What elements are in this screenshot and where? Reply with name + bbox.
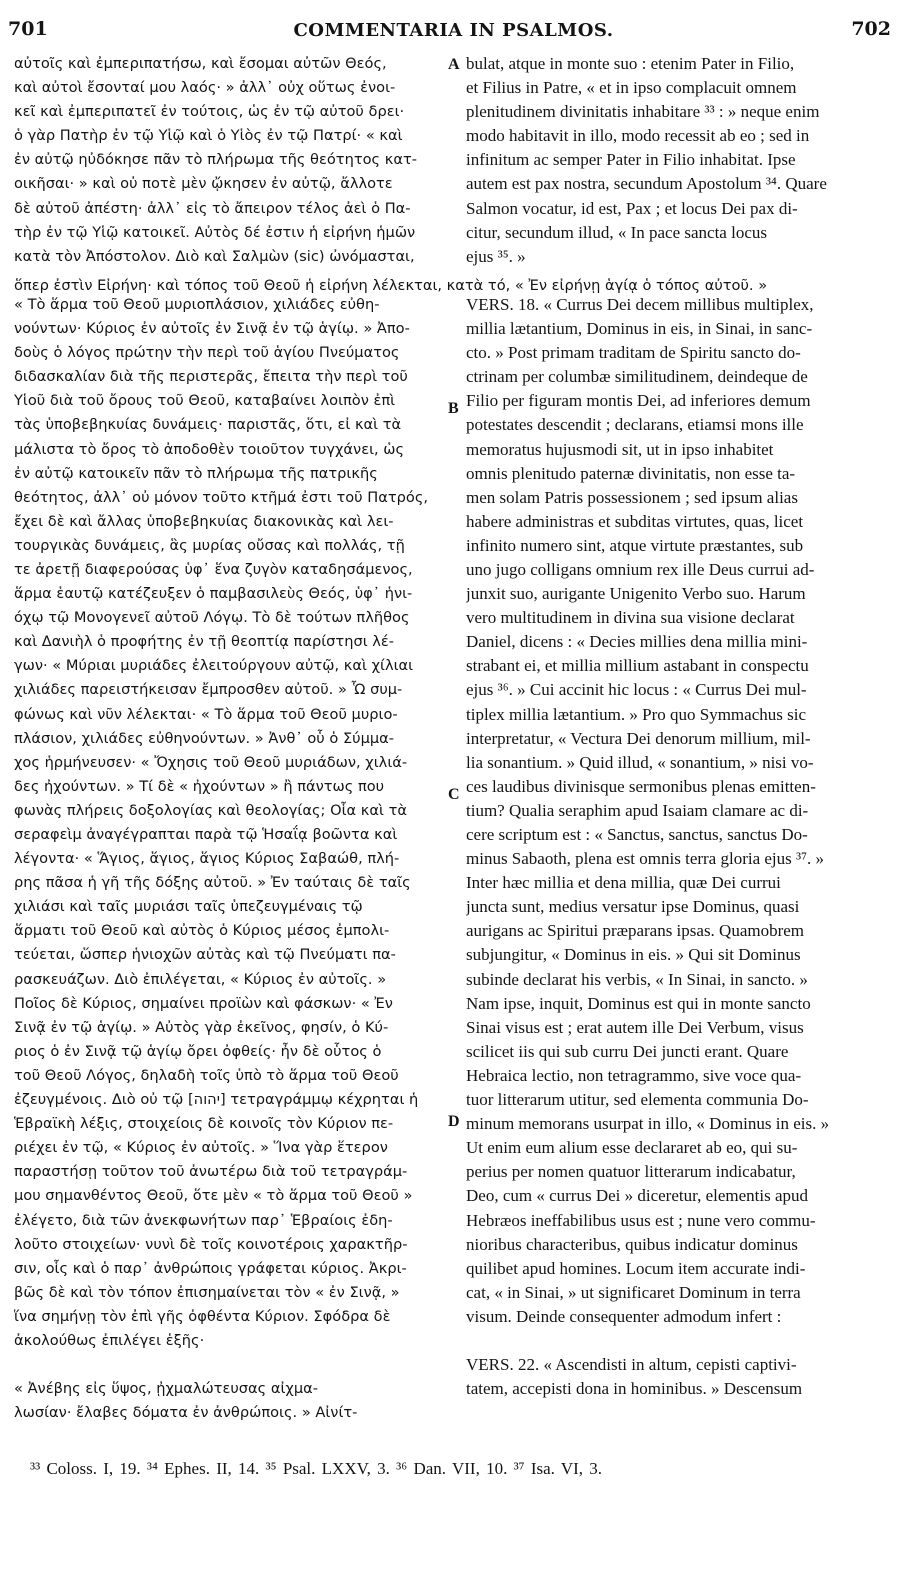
- latin-line-22: tium? Qualia seraphim apud Isaiam clamare ac di-: [466, 800, 809, 820]
- greek-line-top-8: τὴρ ἐν τῷ Υἱῷ κατοικεῖ. Αὐτὸς δέ ἐστιν ἡ εἰρήνη ἡμῶν: [14, 223, 416, 241]
- greek-line-top-7: δὲ αὐτοῦ ἀπέστη· ἀλλ᾽ εἰς τὸ ἄπειρον τέλος ἀεὶ ὁ Πα-: [14, 199, 411, 217]
- section-marker-a: A: [448, 56, 460, 73]
- greek-line-8: ἐν αὐτῷ κατοικεῖν πᾶν τὸ πλήρωμα τῆς πατρικῆς: [14, 464, 378, 482]
- latin-line-30: Nam ipse, inquit, Dominus est qui in monte sancto: [466, 993, 811, 1013]
- latin-line-20: lia sonantium. » Quid illud, « sonantium, » nisi vo-: [466, 752, 814, 772]
- greek-line-16: γων· « Μύριαι μυριάδες ἐλειτούργουν αὐτῷ, καὶ χίλιαι: [14, 657, 414, 675]
- greek-line-43: ἵνα σημήνῃ τὸν ἐπὶ γῆς ὀφθέντα Κύριον. Σφόδρα δὲ: [14, 1307, 391, 1325]
- latin-line-41: quilibet apud homines. Locum item accurate indi-: [466, 1258, 806, 1278]
- latin-line-37: perius per nomen quatuor litterarum indicabatur,: [466, 1162, 796, 1182]
- greek-line-28: τεύεται, ὥσπερ ἡνιοχῶν αὐτὰς καὶ τῷ Πνεύματι πα-: [14, 946, 396, 964]
- greek-line-9: θεότητος, ἀλλ᾽ οὐ μόνον τοῦτο κτῆμά ἐστι τοῦ Πατρός,: [14, 488, 429, 506]
- greek-line-2: νούντων· Κύριος ἐν αὐτοῖς ἐν Σινᾷ ἐν τῷ ἁγίῳ. » Ἀπο-: [14, 320, 410, 338]
- greek-spanning-line: ὅπερ ἐστὶν Εἰρήνη· καὶ τόπος τοῦ Θεοῦ ἡ εἰρήνη λέλεκται, κατὰ τό, « Ἐν εἰρήνῃ ἁγίᾳ ὁ τόπος αὐτοῦ. »: [14, 277, 768, 294]
- greek-line-41: σιν, οἷς καὶ ὁ παρ᾽ ἀνθρώποις γράφεται κύριος. Ἀκρι-: [14, 1259, 407, 1277]
- greek-line-3: δοὺς ὁ λόγος πρώτην τὴν περὶ τοῦ ἁγίου Πνεύματος: [14, 344, 400, 362]
- greek-line-4: διδασκαλίαν διὰ τῆς περιστερᾶς, ἔπειτα τὴν περὶ τοῦ: [14, 368, 408, 386]
- greek-line-19: πλάσιον, χιλιάδες εὐθηνούντων. » Ἀνθ᾽ οὗ ὁ Σύμμα-: [14, 729, 395, 747]
- latin-line-top-2: et Filius in Patre, « et in ipso complacuit omnem: [466, 78, 797, 98]
- greek-line-18: φώνως καὶ νῦν λέλεκται· « Τὸ ἅρμα τοῦ Θεοῦ μυριο-: [14, 705, 398, 723]
- section-marker-d: D: [448, 1113, 460, 1130]
- line-gap: [466, 269, 882, 293]
- greek-line-29: ρασκευάζων. Διὸ ἐπιλέγεται, « Κύριος ἐν αὐτοῖς. »: [14, 970, 387, 988]
- latin-line-16: strabant ei, et millia millium astabant in conspectu: [466, 656, 809, 676]
- greek-line-top-6: οικῆσαι· » καὶ οὐ ποτὲ μὲν ᾤκησεν ἐν αὐτῷ, ἄλλοτε: [14, 175, 393, 193]
- greek-line-26: χιλιάσι καὶ ταῖς μυριάσι ταῖς ὑπεζευγμέναις τῷ: [14, 898, 363, 916]
- latin-line-5: Filio per figuram montis Dei, ad inferiores demum: [466, 391, 811, 411]
- latin-line-7: memoratus hujusmodi sit, ut in ipso inhabitet: [466, 439, 774, 459]
- latin-line-top-4: modo habitavit in illo, modo recessit ab eo ; sed in: [466, 126, 810, 146]
- latin-line-28: subjungitur, « Dominus in eis. » Qui sit Dominus: [466, 945, 801, 965]
- greek-line-32: ριος ὁ ἐν Σινᾷ τῷ ἁγίῳ ὄρει ὀφθείς· ἦν δὲ οὗτος ὁ: [14, 1042, 382, 1060]
- latin-line-43: visum. Deinde consequenter admodum infert :: [466, 1306, 782, 1326]
- latin-line-21: ces laudibus divinisque sermonibus plenas emitten-: [466, 776, 816, 796]
- greek-line-1: « Τὸ ἅρμα τοῦ Θεοῦ μυριοπλάσιον, χιλιάδες εὐθη-: [14, 295, 380, 313]
- latin-column: [466, 52, 882, 1401]
- greek-column: [14, 52, 458, 1425]
- greek-line-38: μου σημανθέντος Θεοῦ, ὅτε μὲν « τὸ ἅρμα τοῦ Θεοῦ »: [14, 1187, 413, 1205]
- greek-line-25: ρης πᾶσα ἡ γῆ τῆς δόξης αὐτοῦ. » Ἐν ταύταις δὲ ταῖς: [14, 874, 411, 892]
- latin-line-39: Hebræos ineffabilibus usus est ; nune vero commu-: [466, 1210, 816, 1230]
- latin-line-36: Ut enim eum alium esse declararet ab eo, qui su-: [466, 1138, 798, 1158]
- page-number-left: 701: [8, 18, 48, 40]
- latin-line-17: ejus ³⁶. » Cui accinit hic locus : « Currus Dei mul-: [466, 680, 807, 700]
- latin-line-27: aurigans ac Spiritui præparans ipsas. Quamobrem: [466, 921, 805, 941]
- latin-line-top-5: infinitum ac semper Pater in Filio inhabitat. Ipse: [466, 150, 796, 170]
- paragraph-gap: [14, 1353, 458, 1377]
- greek-line-27: ἅρματι τοῦ Θεοῦ καὶ αὐτὸς ὁ Κύριος μέσος ἐμπολι-: [14, 922, 390, 940]
- section-marker-c: C: [448, 786, 460, 803]
- greek-line-36: ριέχει ἐν τῷ, « Κύριος ἐν αὐτοῖς. » Ἵνα γὰρ ἕτερον: [14, 1139, 388, 1157]
- latin-line-8: omnis plenitudo paternæ divinitatis, non esse ta-: [466, 463, 796, 483]
- latin-line-13: junxit suo, aurigante Unigenito Verbo suo. Harum: [466, 584, 806, 604]
- latin-line-6: potestates descendit ; declarans, etiamsi mons ille: [466, 415, 804, 435]
- greek-line-21: δες ἠχούντων. » Τί δὲ « ἠχούντων » ἢ πάντως που: [14, 777, 385, 795]
- latin-line-top-3: plenitudinem divinitatis inhabitare ³³ : » neque enim: [466, 102, 820, 122]
- latin-line-2: millia lætantium, Dominus in eis, in Sinai, in sanc-: [466, 319, 813, 339]
- greek-line-end-2: λωσίαν· ἔλαβες δόματα ἐν ἀνθρώποις. » Αἰνίτ-: [14, 1404, 358, 1422]
- greek-line-22: φωνὰς πλήρεις δοξολογίας καὶ θεολογίας; Οἷα καὶ τὰ: [14, 801, 407, 819]
- latin-line-32: scilicet iis qui sub curru Dei juncti erant. Quare: [466, 1041, 789, 1061]
- latin-line-end-2: tatem, accepisti dona in hominibus. » Descensum: [466, 1379, 803, 1399]
- latin-line-26: juncta sunt, medius versatur ipse Dominus, quasi: [466, 897, 800, 917]
- latin-line-31: Sinai visus est ; erat autem ille Dei Verbum, visus: [466, 1017, 804, 1037]
- greek-line-39: ἐλέγετο, διὰ τῶν ἀνεκφωνήτων παρ᾽ Ἑβραίοις ἐδη-: [14, 1211, 393, 1229]
- greek-line-7: μάλιστα τὸ ὄρος τὸ ἀποδοθὲν τοιοῦτον τυγχάνει, ὡς: [14, 440, 405, 458]
- latin-line-33: Hebraica lectio, non tetragrammo, sive voce qua-: [466, 1065, 802, 1085]
- greek-line-end-1: « Ἀνέβης εἰς ὕψος, ᾐχμαλώτευσας αἰχμα-: [14, 1380, 319, 1398]
- latin-line-10: habere administras et subditas virtutes, quas, licet: [466, 511, 804, 531]
- page-number-right: 702: [851, 18, 891, 40]
- greek-line-15: καὶ Δανιὴλ ὁ προφήτης ἐν τῇ θεοπτίᾳ παρίστησι λέ-: [14, 633, 395, 651]
- greek-line-11: τουργικὰς δυνάμεις, ἃς μυρίας οὔσας καὶ πολλάς, τῇ: [14, 536, 405, 554]
- latin-line-3: cto. » Post primam traditam de Spiritu sancto do-: [466, 343, 801, 363]
- footnotes: ³³ Coloss. I, 19. ³⁴ Ephes. II, 14. ³⁵ Psal. LXXV, 3. ³⁶ Dan. VII, 10. ³⁷ Isa. VI, 3.: [30, 1459, 603, 1478]
- greek-line-33: τοῦ Θεοῦ Λόγος, δηλαδὴ τοῖς ὑπὸ τὸ ἅρμα τοῦ Θεοῦ: [14, 1066, 399, 1084]
- section-marker-b: B: [448, 400, 459, 417]
- latin-line-25: Inter hæc millia et dena millia, quæ Dei currui: [466, 873, 781, 893]
- greek-line-42: βῶς δὲ καὶ τὸν τόπον ἐπισημαίνεται τὸν « ἐν Σινᾷ, »: [14, 1283, 400, 1301]
- greek-line-30: Ποῖος δὲ Κύριος, σημαίνει προϊὼν καὶ φάσκων· « Ἐν: [14, 994, 393, 1012]
- latin-line-top-6: autem est pax nostra, secundum Apostolum ³⁴. Quare: [466, 174, 827, 194]
- greek-line-5: Υἱοῦ διὰ τοῦ ὄρους τοῦ Θεοῦ, καταβαίνει λοιπὸν ἐπὶ: [14, 392, 396, 410]
- running-title: COMMENTARIA IN PSALMOS.: [293, 20, 614, 41]
- greek-line-34: ἐζευγμένοις. Διὸ οὐ τῷ [יהוה] τετραγράμμῳ κέχρηται ἡ: [14, 1091, 419, 1109]
- latin-line-top-7: Salmon vocatur, id est, Pax ; et locus Dei pax di-: [466, 198, 798, 218]
- paragraph-gap: [466, 1329, 882, 1353]
- latin-line-23: cere scriptum est : « Sanctus, sanctus, sanctus Do-: [466, 825, 808, 844]
- latin-line-1: VERS. 18. « Currus Dei decem millibus multiplex,: [466, 294, 814, 314]
- greek-line-10: ἔχει δὲ καὶ ἄλλας ὑποβεβηκυίας διακονικὰς καὶ λει-: [14, 512, 394, 530]
- greek-line-24: λέγοντα· « Ἅγιος, ἅγιος, ἅγιος Κύριος Σαβαώθ, πλή-: [14, 850, 400, 868]
- greek-line-31: Σινᾷ ἐν τῷ ἁγίῳ. » Αὐτὸς γὰρ ἐκεῖνος, φησίν, ὁ Κύ-: [14, 1018, 389, 1036]
- latin-line-35: minum memorans usurpat in illo, « Dominus in eis. »: [466, 1114, 830, 1134]
- greek-line-top-4: ὁ γὰρ Πατὴρ ἐν τῷ Υἱῷ καὶ ὁ Υἱὸς ἐν τῷ Πατρί· « καὶ: [14, 127, 403, 145]
- latin-line-34: tuor litterarum utitur, sed elementa communia Do-: [466, 1090, 809, 1110]
- latin-line-top-1: bulat, atque in monte suo : etenim Pater in Filio,: [466, 54, 795, 73]
- latin-line-top-9: ejus ³⁵. »: [466, 246, 526, 266]
- latin-line-38: Deo, cum « currus Dei » diceretur, elementis apud: [466, 1186, 809, 1206]
- greek-line-44: ἀκολούθως ἐπιλέγει ἑξῆς·: [14, 1331, 205, 1349]
- latin-line-top-8: citur, secundum illud, « In pace sancta locus: [466, 222, 767, 242]
- running-header: [0, 18, 907, 48]
- latin-line-12: uno jugo colligans omnium rex ille Deus currui ad-: [466, 559, 815, 579]
- latin-line-18: tiplex millia lætantium. » Pro quo Symmachus sic: [466, 704, 806, 724]
- latin-line-24: minus Sabaoth, plena est omnis terra gloria ejus ³⁷. »: [466, 849, 825, 869]
- latin-line-19: interpretatur, « Vectura Dei denorum millium, mil-: [466, 728, 811, 748]
- latin-line-11: infinito numero sint, atque virtute præstantes, sub: [466, 535, 804, 555]
- greek-line-20: χος ἡρμήνευσεν· « Ὄχησις τοῦ Θεοῦ μυριάδων, χιλιά-: [14, 753, 408, 771]
- greek-line-top-9: κατὰ τὸν Ἀπόστολον. Διὸ καὶ Σαλμὼν (sic) ὠνόμασται,: [14, 247, 415, 265]
- latin-line-14: vero multitudinem in divina sua visione declarat: [466, 608, 795, 628]
- greek-line-23: σεραφεὶμ ἀναγέγραπται παρὰ τῷ Ἡσαΐᾳ βοῶντα καὶ: [14, 826, 398, 843]
- greek-line-top-1: αὐτοῖς καὶ ἐμπεριπατήσω, καὶ ἔσομαι αὐτῶν Θεός,: [14, 55, 387, 72]
- latin-line-9: men solam Patris possessionem ; sed ipsum alias: [466, 487, 798, 507]
- greek-line-top-2: καὶ αὐτοὶ ἔσονταί μου λαός· » ἀλλ᾽ οὐχ οὕτως ἐνοι-: [14, 79, 396, 97]
- greek-line-6: τὰς ὑποβεβηκυίας δυνάμεις· παριστᾶς, ὅτι, εἰ καὶ τὰ: [14, 416, 402, 434]
- greek-line-37: παραστήσῃ τοῦτον τοῦ ἀνωτέρω διὰ τοῦ τετραγράμ-: [14, 1163, 408, 1181]
- latin-line-15: Daniel, dicens : « Decies millies dena millia mini-: [466, 632, 808, 652]
- greek-line-13: ἅρμα ἑαυτῷ κατέζευξεν ὁ παμβασιλεὺς Θεός, ὑφ᾽ ἡνι-: [14, 585, 413, 603]
- greek-line-35: Ἑβραϊκὴ λέξις, στοιχείοις δὲ κοινοῖς τὸν Κύριον πε-: [14, 1115, 394, 1133]
- latin-line-42: cat, « in Sinai, » ut significaret Dominum in terra: [466, 1282, 801, 1302]
- greek-line-top-5: ἐν αὐτῷ ηὐδόκησε πᾶν τὸ πλήρωμα τῆς θεότητος κατ-: [14, 151, 418, 169]
- latin-line-end-1: VERS. 22. « Ascendisti in altum, cepisti captivi-: [466, 1355, 797, 1375]
- greek-line-17: χιλιάδες παρειστήκεισαν ἔμπροσθεν αὐτοῦ. » Ὧ συμ-: [14, 681, 403, 699]
- greek-line-14: όχῳ τῷ Μονογενεῖ αὐτοῦ Λόγῳ. Τὸ δὲ τούτων πλῆθος: [14, 609, 410, 627]
- greek-line-40: λοῦτο στοιχείων· νυνὶ δὲ τοῖς κοινοτέροις χαρακτῆρ-: [14, 1235, 408, 1253]
- greek-line-top-3: κεῖ καὶ ἐμπεριπατεῖ ἐν τούτοις, ὡς ἐν τῷ αὐτοῦ δρει·: [14, 103, 405, 121]
- latin-line-4: ctrinam per columbæ similitudinem, deindeque de: [466, 367, 808, 387]
- latin-line-29: subinde declarat his verbis, « In Sinai, in sancto. »: [466, 969, 808, 989]
- latin-line-40: nioribus characteribus, quibus indicatur dominus: [466, 1234, 798, 1254]
- greek-line-12: τε ἀρετῇ διαφερούσας ὑφ᾽ ἕνα ζυγὸν καταδησάμενος,: [14, 560, 413, 578]
